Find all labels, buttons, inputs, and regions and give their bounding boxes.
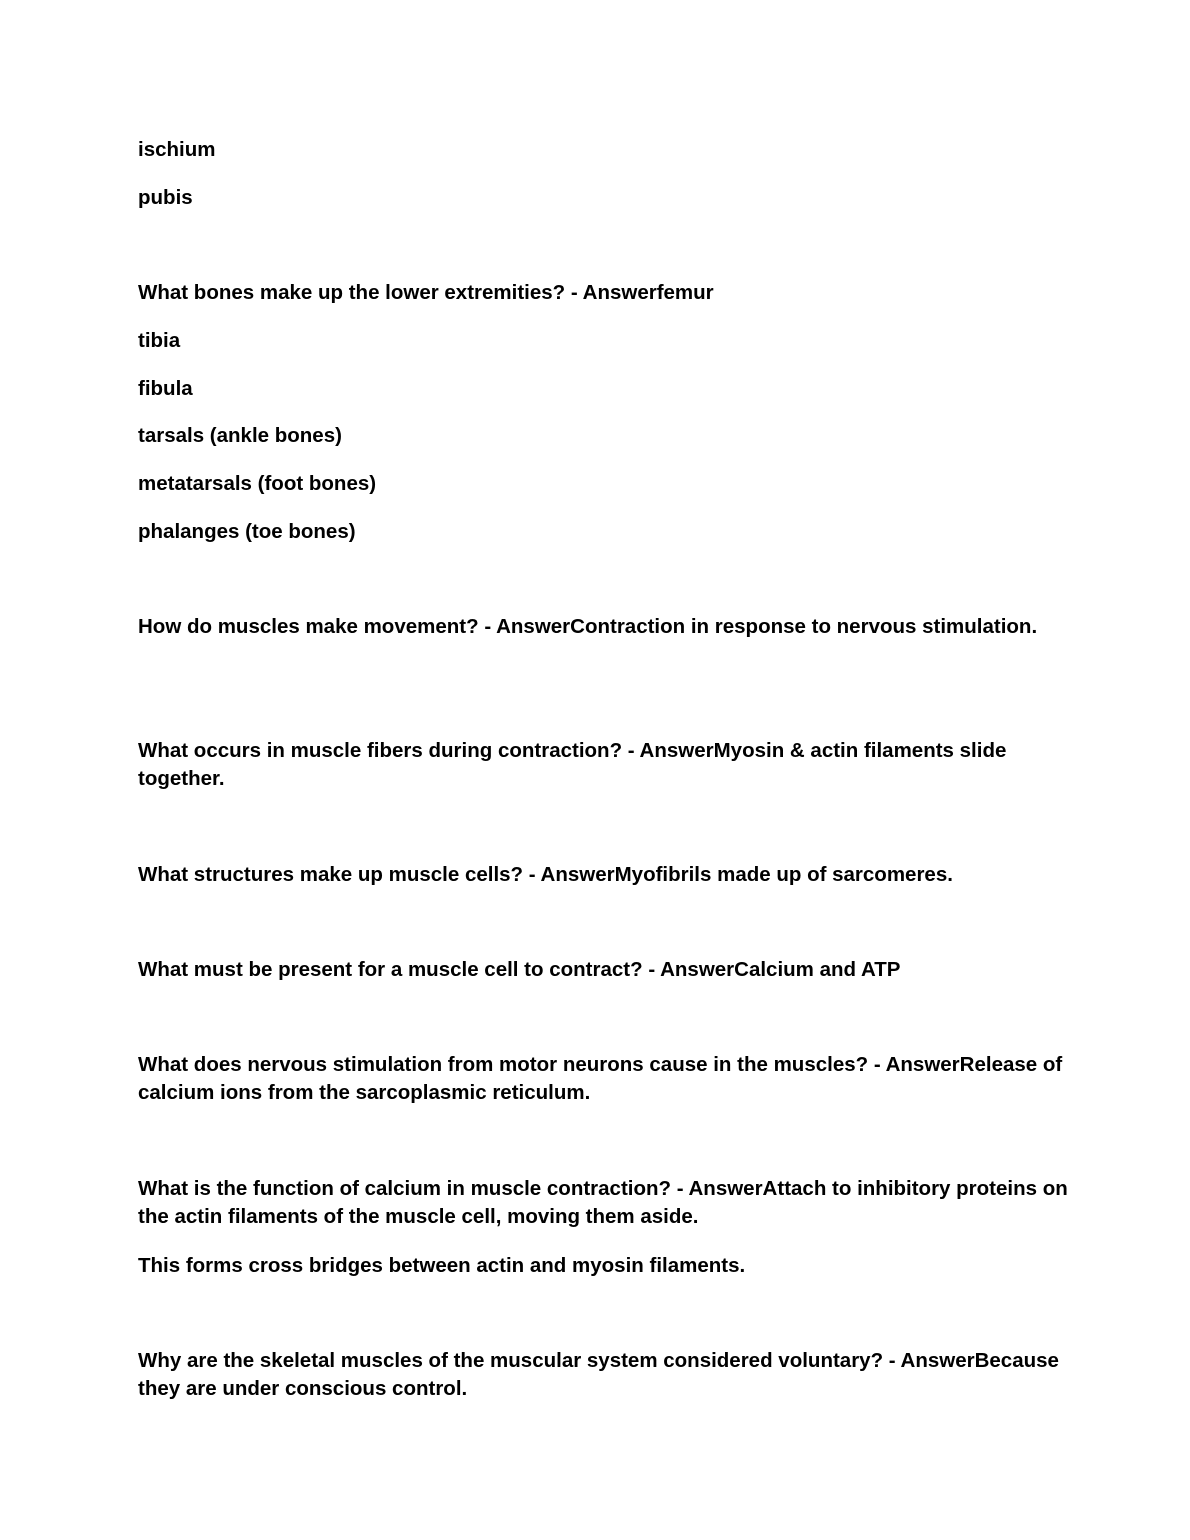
text-line-tarsals: tarsals (ankle bones) xyxy=(138,424,342,447)
question-muscle-fibers-contraction: What occurs in muscle fibers during contraction? - AnswerMyosin & actin filaments slide together. xyxy=(138,739,1007,790)
text-line-metatarsals: metatarsals (foot bones) xyxy=(138,472,377,495)
text-line-cross-bridges: This forms cross bridges between actin and myosin filaments. xyxy=(138,1254,746,1277)
question-muscle-movement: How do muscles make movement? - AnswerContraction in response to nervous stimulation. xyxy=(138,615,1038,638)
text-line-ischium: ischium xyxy=(138,138,216,161)
text-line-phalanges: phalanges (toe bones) xyxy=(138,520,356,543)
text-line-tibia: tibia xyxy=(138,329,181,352)
question-nervous-stimulation: What does nervous stimulation from motor neurons cause in the muscles? - AnswerRelease of calcium ions from the sarcoplasmic reticulum. xyxy=(138,1053,1063,1104)
text-line-fibula: fibula xyxy=(138,377,193,400)
question-muscle-contract-requirements: What must be present for a muscle cell to contract? - AnswerCalcium and ATP xyxy=(138,958,901,981)
question-lower-extremities: What bones make up the lower extremities? - Answerfemur xyxy=(138,281,714,304)
question-calcium-function: What is the function of calcium in muscle contraction? - AnswerAttach to inhibitory proteins on the actin filaments of the muscle cell, moving them aside. xyxy=(138,1177,1068,1228)
question-skeletal-voluntary: Why are the skeletal muscles of the muscular system considered voluntary? - AnswerBecause they are under conscious control. xyxy=(138,1349,1059,1400)
question-muscle-cell-structures: What structures make up muscle cells? - AnswerMyofibrils made up of sarcomeres. xyxy=(138,863,953,886)
text-line-pubis: pubis xyxy=(138,186,193,209)
